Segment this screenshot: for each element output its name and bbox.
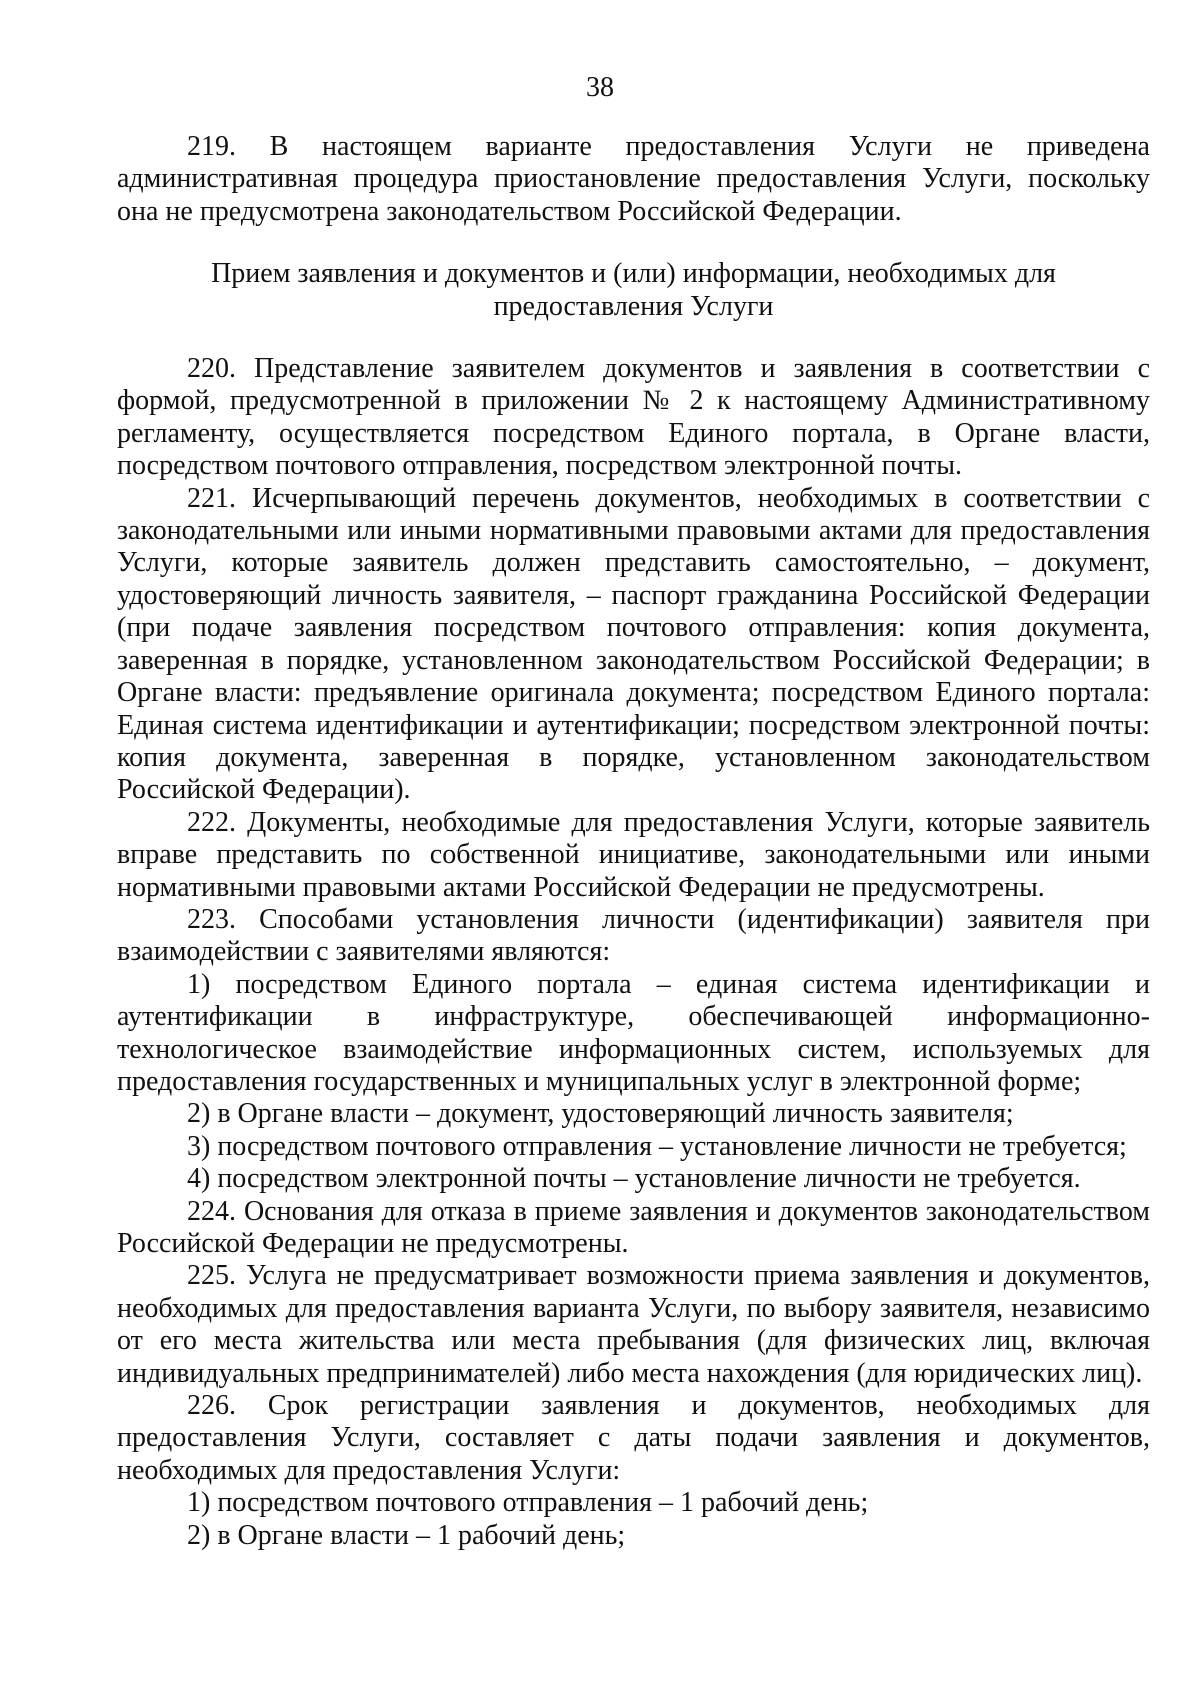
list-item-223-4: 4) посредством электронной почты – установление личности не требуется. — [187, 1163, 1081, 1195]
paragraph-225: 225. Услуга не предусматривает возможности приема заявления и документов, необходимых для предоставления варианта Услуги, по выбору заявителя, независимо от его места жительства или места пребывания (для физических лиц, включая индивидуальных предпринимателей) либо места нахождения (для юридических лиц). — [117, 1260, 1150, 1389]
section-heading: Прием заявления и документов и (или) информации, необходимых для предоставления Услуги — [211, 258, 1056, 322]
list-item-223-2: 2) в Органе власти – документ, удостоверяющий личность заявителя; — [187, 1098, 1014, 1130]
paragraph-224: 224. Основания для отказа в приеме заявления и документов законодательством Российской Федерации не предусмотрены. — [117, 1195, 1150, 1259]
document-body — [117, 131, 1150, 1552]
paragraph-221: 221. Исчерпывающий перечень документов, необходимых в соответствии с законодательными или иными нормативными правовыми актами для предоставления Услуги, которые заявитель должен представить самостоятельно, – документ, удостоверяющий личность заявителя, – паспорт гражданина Российской Федерации (при подаче заявления посредством почтового отправления: копия документа, заверенная в порядке, установленном законодательством Российской Федерации; в Органе власти: предъявление оригинала документа; посредством Единого портала: Единая система идентификации и аутентификации; посредством электронной почты: копия документа, заверенная в порядке, установленном законодательством Российской Федерации). — [117, 482, 1150, 806]
list-item-226-2: 2) в Органе власти – 1 рабочий день; — [187, 1519, 626, 1551]
paragraph-223: 223. Способами установления личности (идентификации) заявителя при взаимодействии с заявителями являются: — [117, 903, 1150, 968]
list-item-223-1: 1) посредством Единого портала – единая система идентификации и аутентификации в инфраструктуре, обеспечивающей информационно-технологическое взаимодействие информационных систем, используемых для предоставления государственных и муниципальных услуг в электронной форме; — [117, 968, 1150, 1097]
paragraph-226: 226. Срок регистрации заявления и документов, необходимых для предоставления Услуги, составляет с даты подачи заявления и документов, необходимых для предоставления Услуги: — [117, 1390, 1150, 1486]
paragraph-220: 220. Представление заявителем документов и заявления в соответствии с формой, предусмотренной в приложении № 2 к настоящему Административному регламенту, осуществляется посредством Единого портала, в Органе власти, посредством почтового отправления, посредством электронной почты. — [117, 353, 1150, 482]
paragraph-222: 222. Документы, необходимые для предоставления Услуги, которые заявитель вправе представить по собственной инициативе, законодательными или иными нормативными правовыми актами Российской Федерации не предусмотрены. — [117, 806, 1150, 903]
paragraph-219: 219. В настоящем варианте предоставления Услуги не приведена административная процедура приостановление предоставления Услуги, поскольку она не предусмотрена законодательством Российской Федерации. — [117, 131, 1150, 227]
page-number: 38 — [586, 72, 614, 103]
list-item-223-3: 3) посредством почтового отправления – установление личности не требуется; — [187, 1130, 1127, 1162]
list-item-226-1: 1) посредством почтового отправления – 1 рабочий день; — [187, 1487, 869, 1519]
